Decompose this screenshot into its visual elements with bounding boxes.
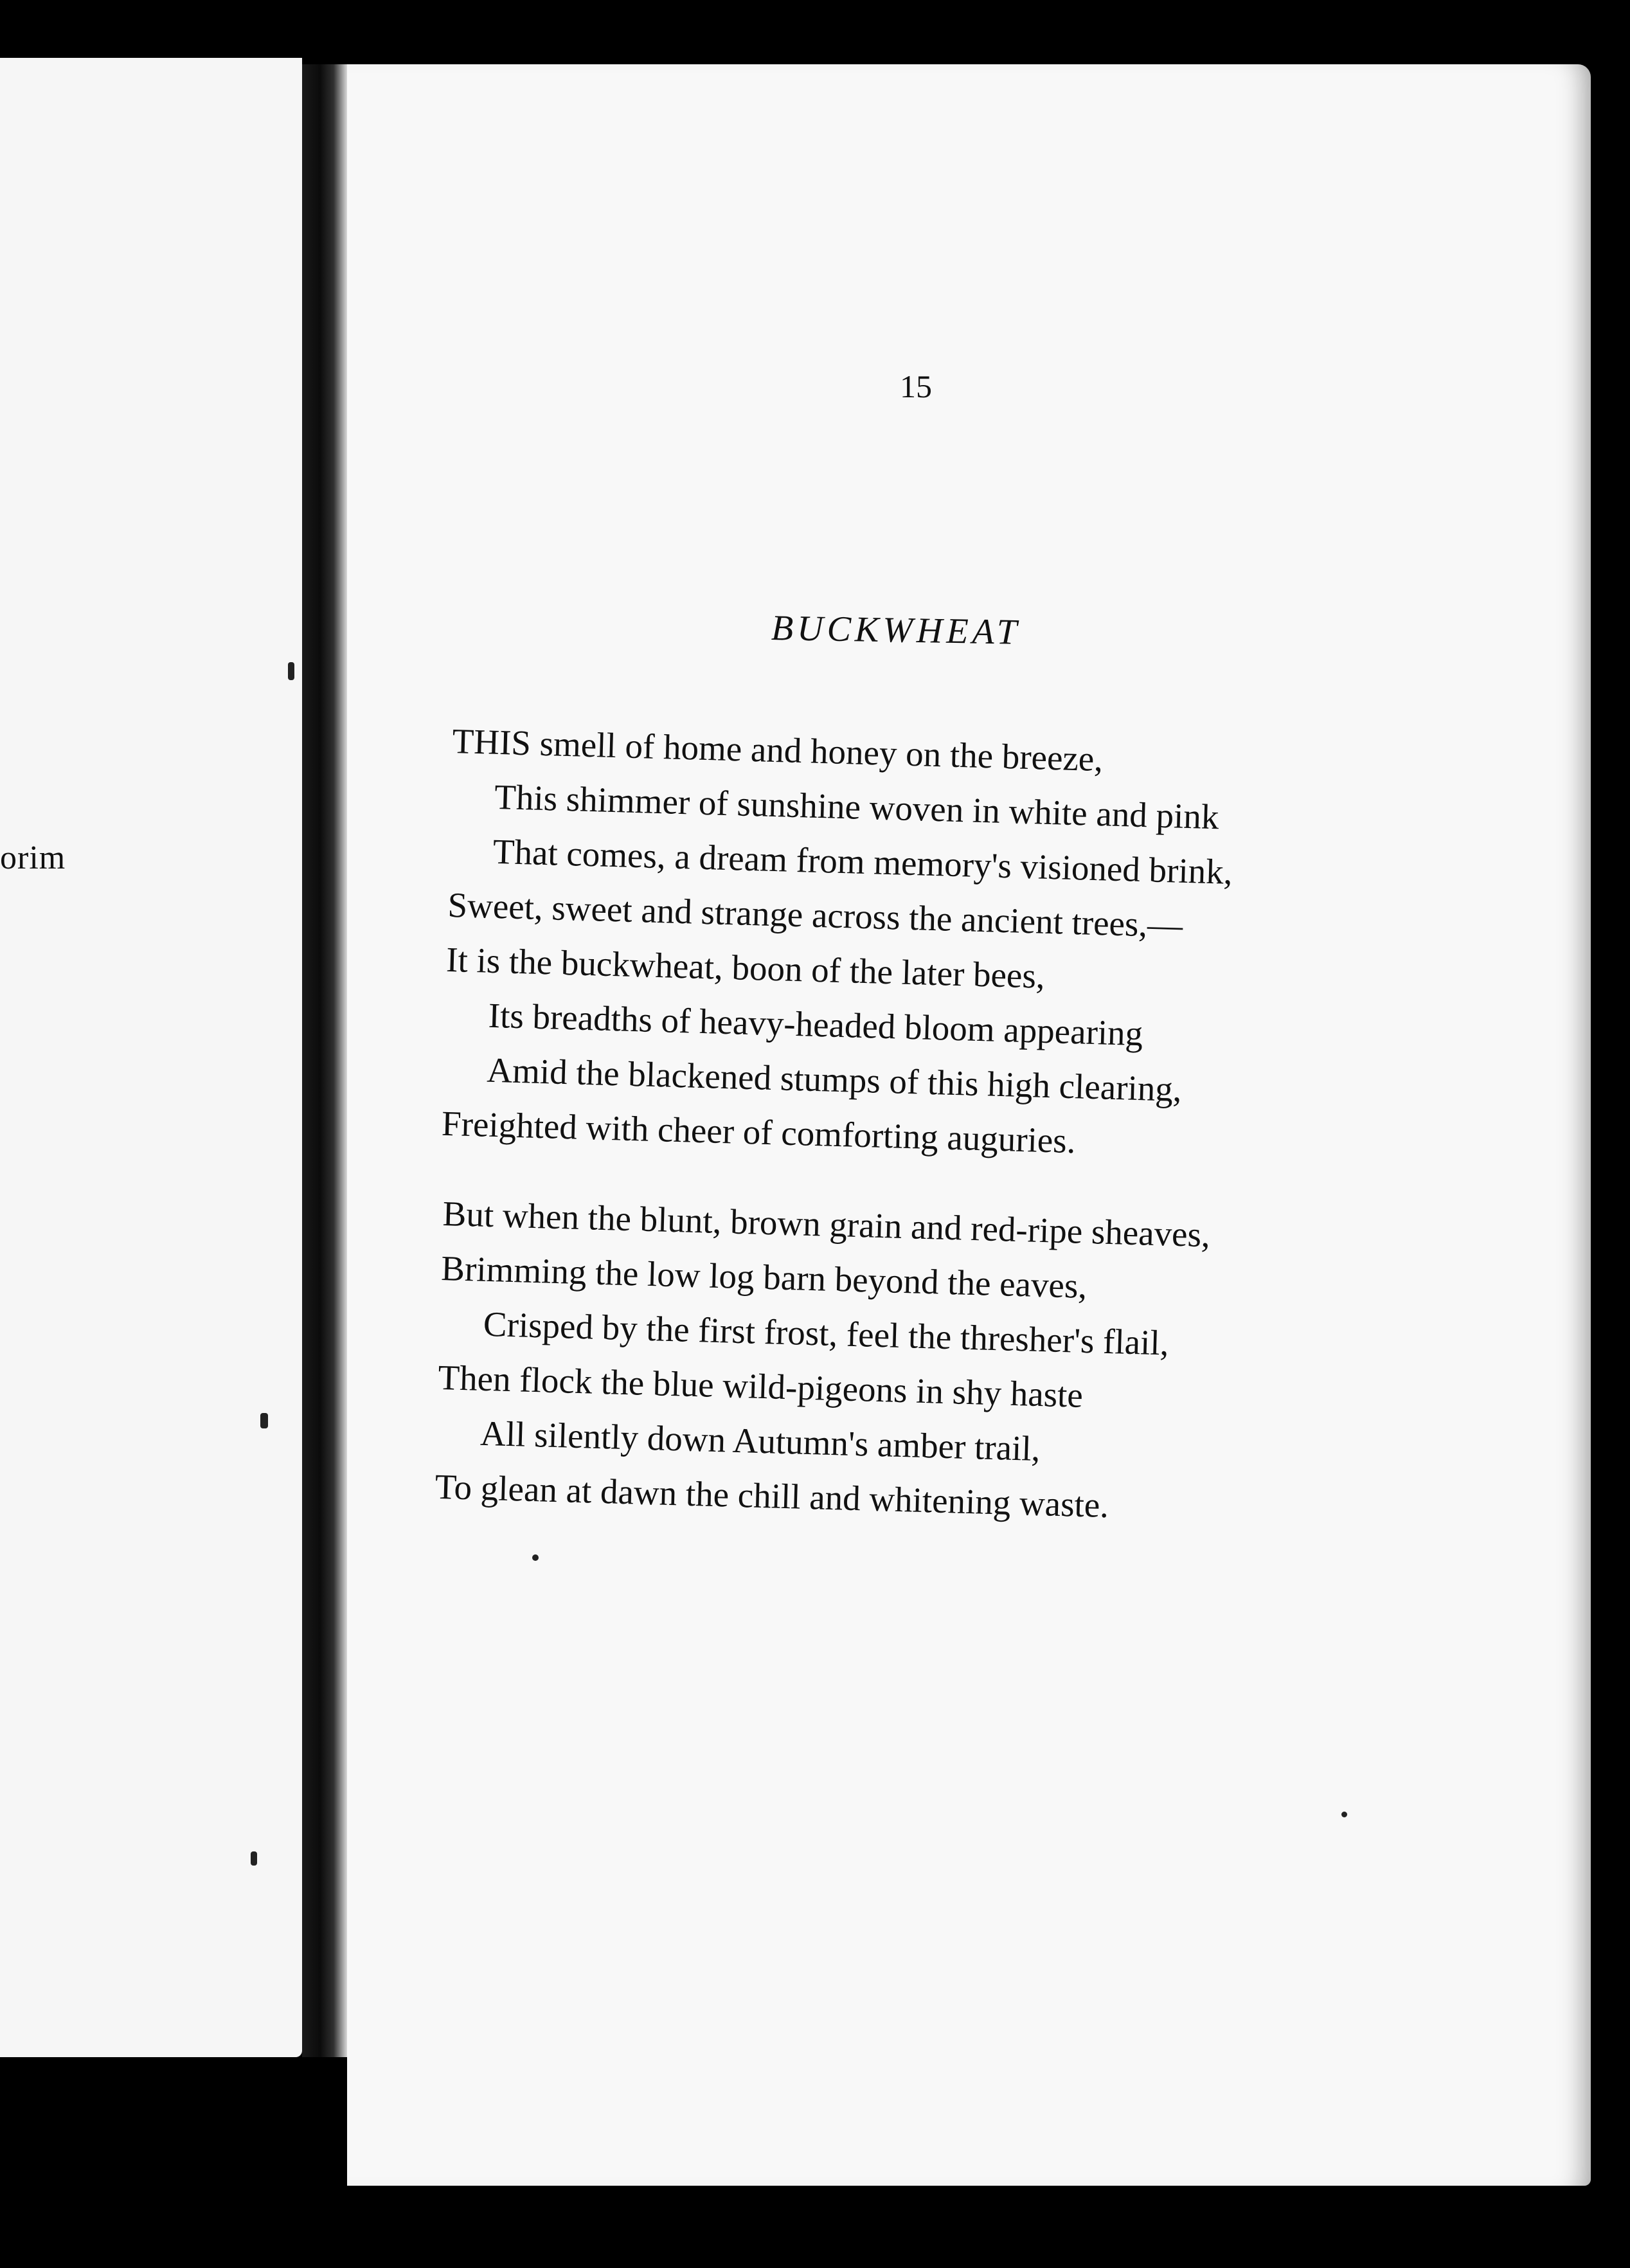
scan-speck [288, 662, 294, 680]
poem-line: It is the buckwheat, boon of the later bees, [445, 939, 1046, 996]
stanza-2 [434, 1186, 1211, 1535]
left-page-text-fragment: orim [0, 840, 66, 876]
scan-speck [251, 1851, 257, 1866]
left-page [0, 58, 302, 2057]
poem-line: Sweet, sweet and strange across the ancient trees,— [447, 885, 1183, 945]
scan-speck [1341, 1812, 1347, 1817]
poem-line: THIS smell of home and honey on the breeze, [451, 721, 1104, 779]
poem-line: Amid the blackened stumps of this high clearing, [486, 1050, 1183, 1109]
poem-line: Its breadths of heavy-headed bloom appearing [488, 995, 1144, 1054]
poem-line: To glean at dawn the chill and whitening waste. [434, 1466, 1109, 1526]
poem-title: BUCKWHEAT [771, 608, 1021, 652]
page-number: 15 [900, 368, 932, 404]
poem-line: That comes, a dream from memory's visioned brink, [492, 831, 1233, 892]
poem-line: Crisped by the first frost, feel the thresher's flail, [483, 1304, 1170, 1363]
stanza-1 [441, 714, 1236, 1173]
book-spine [302, 64, 347, 2057]
poem-line: Brimming the low log barn beyond the eaves, [440, 1248, 1088, 1306]
scan-speck [532, 1554, 539, 1561]
poem-line: All silently down Autumn's amber trail, [479, 1413, 1041, 1469]
poem-line: But when the blunt, brown grain and red-ripe sheaves, [442, 1193, 1211, 1255]
poem-line: Freighted with cheer of comforting auguries. [441, 1103, 1077, 1161]
poem-line: Then flock the blue wild-pigeons in shy haste [437, 1357, 1084, 1415]
scan-speck [260, 1413, 268, 1428]
poem-line: This shimmer of sunshine woven in white and pink [494, 777, 1220, 837]
